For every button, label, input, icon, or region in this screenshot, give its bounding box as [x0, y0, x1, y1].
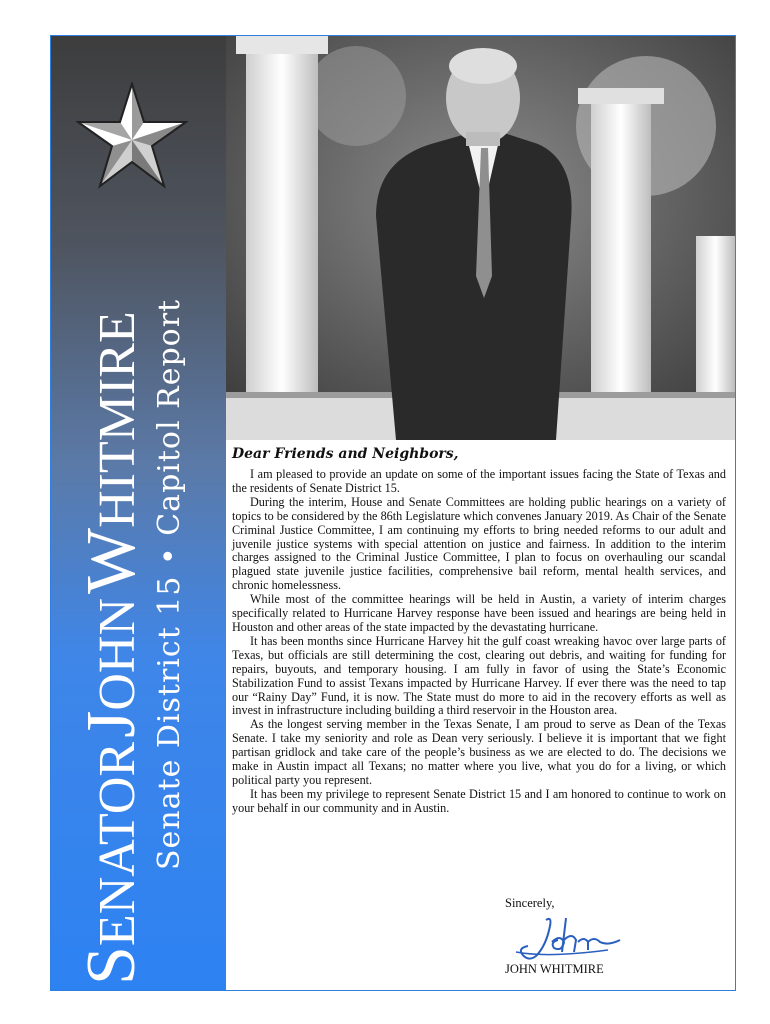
- letter-paragraph: During the interim, House and Senate Committees are holding public hearings on a variety of topics to be considered by the 86th Legislature which convenes January 2019. As Chair of the Senate Criminal Justice Committee, I am continuing my efforts to bring needed reforms to our adult and juvenile justice systems with special attention on justice and fairness. In addition to the interim charges assigned to the Criminal Justice Committee, I plan to focus on overhauling our scandal plagued state juvenile justice facilities, comprehensive bail reform, mental health services, and chronic homelessness.: [232, 494, 726, 593]
- title-initial-w: W: [73, 527, 150, 594]
- star-icon: [76, 82, 188, 190]
- letter-paragraph: As the longest serving member in the Texas Senate, I am proud to serve as Dean of the Texas Senate. I take my seniority and role as Dean very seriously. I believe it is important that we fight partisan gridlock and take care of the people’s business as we are elected to do. The decisions we make in Austin impact all Texans; no matter where you live, what you do for a living, or which political party you represent.: [232, 717, 726, 787]
- title-initial-s: S: [73, 946, 150, 985]
- signature-icon: [508, 912, 628, 967]
- signature-name: JOHN WHITMIRE: [505, 962, 604, 976]
- letter-paragraph: While most of the committee hearings will be held in Austin, a variety of interim charges specifically related to Hurricane Harvey response have been issued and hearings are being held in Houston and other areas of the state impacted by the devastating hurricane.: [232, 592, 726, 634]
- title-rest-hitmire: HITMIRE: [89, 311, 146, 528]
- letter-greeting: Dear Friends and Neighbors,: [232, 446, 459, 462]
- letter-body: [232, 446, 726, 816]
- portrait-illustration: [226, 36, 735, 440]
- title-rest-ohn: OHN: [89, 597, 146, 711]
- title-rest-enator: ENATOR: [89, 741, 146, 947]
- senator-photo: [226, 36, 735, 440]
- letter-paragraph: I am pleased to provide an update on some of the important issues facing the State of Texas and the residents of Senate District 15.: [232, 467, 726, 495]
- letter-closing: Sincerely,: [505, 896, 555, 910]
- newsletter-subtitle: Senate District 15 • Capitol Report: [152, 298, 187, 870]
- title-initial-j: J: [73, 710, 150, 738]
- senator-name-title: [72, 311, 152, 985]
- letter-paragraph: It has been my privilege to represent Senate District 15 and I am honored to continue to work on your behalf in our community and in Austin.: [232, 786, 726, 815]
- letter-paragraph: It has been months since Hurricane Harvey hit the gulf coast wreaking havoc over large parts of Texas, but officials are still determining the cost, clearing out debris, and waiting for funding for repairs, buyouts, and temporary housing. I am fully in favor of using the State’s Economic Stabilization Fund to assist Texans impacted by Hurricane Harvey. If ever there was the need to tap our “Rainy Day” Fund, it is now. The State must do more to aid in the recovery efforts as well as invest in infrastructure including building a third reservoir in the Houston area.: [232, 633, 726, 718]
